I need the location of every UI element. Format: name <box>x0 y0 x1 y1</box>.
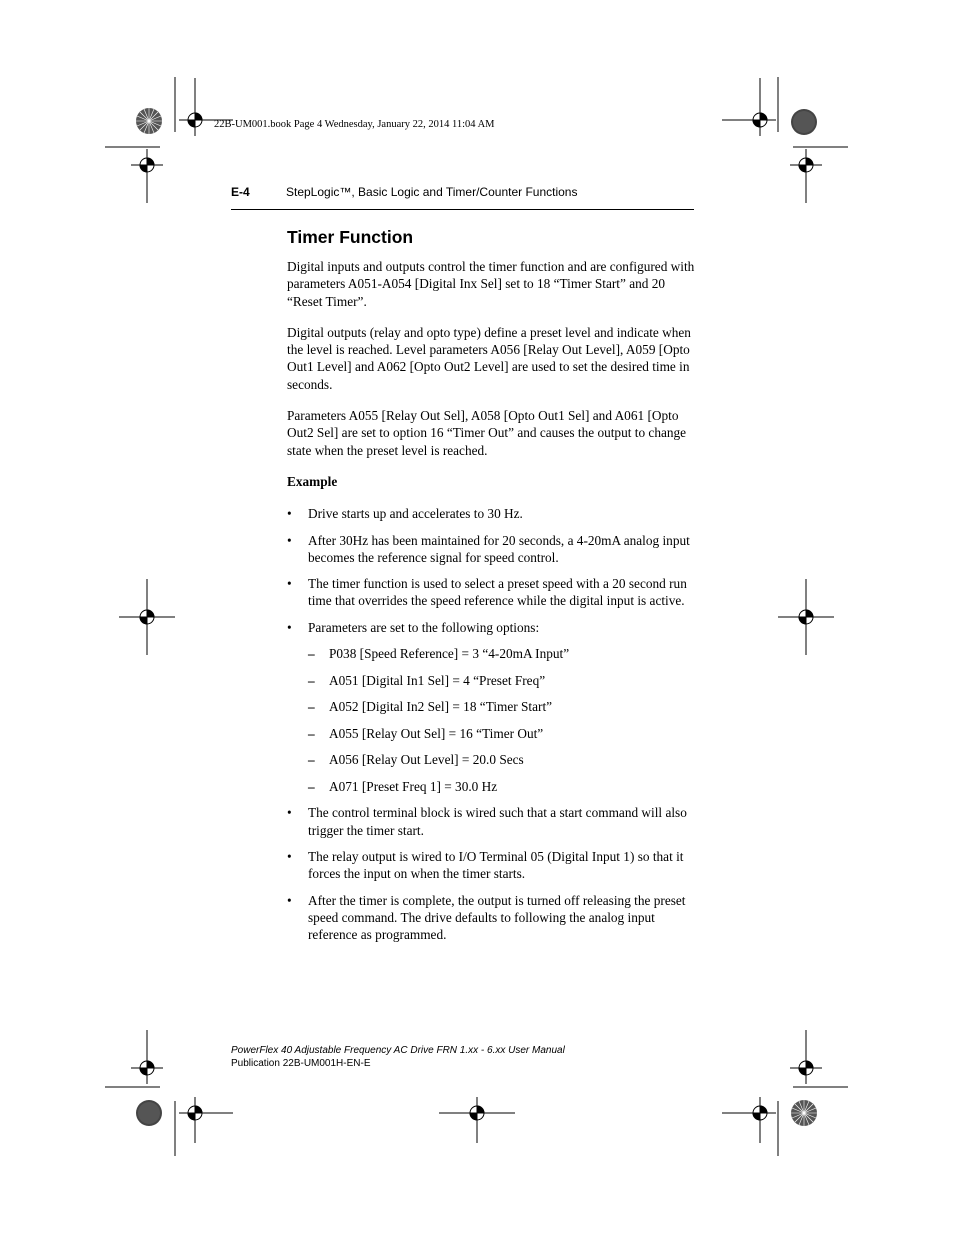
registration-target <box>439 1097 515 1143</box>
paragraph: Digital inputs and outputs control the timer function and are configured with parameters A051-A054 [Digital Inx Sel] set to 18 “Timer Start” and 20 “Reset Timer”. <box>287 259 695 309</box>
grey-target <box>791 109 817 135</box>
bullet-text: Parameters are set to the following options: <box>308 619 540 635</box>
star-target <box>791 1100 817 1126</box>
bullet-text: Drive starts up and accelerates to 30 Hz. <box>308 506 523 522</box>
option-item: – A051 [Digital In1 Sel] = 4 “Preset Freq” <box>308 672 697 689</box>
main-content <box>287 226 697 952</box>
header-title: StepLogic™, Basic Logic and Timer/Counter Functions <box>286 185 578 199</box>
paragraph: Parameters A055 [Relay Out Sel], A058 [Opto Out1 Sel] and A061 [Opto Out2 Sel] are set to option 16 “Timer Out” and causes the output to change state when the preset level is reached. <box>287 408 687 458</box>
bullet-item <box>287 575 697 610</box>
bullet-item <box>287 892 697 944</box>
option-item: – P038 [Speed Reference] = 3 “4-20mA Input” <box>308 645 697 662</box>
registration-target <box>131 1030 163 1084</box>
bullet-item <box>287 619 697 796</box>
registration-target <box>722 78 776 136</box>
bullet-text: The relay output is wired to I/O Terminal 05 (Digital Input 1) so that it forces the input on when the timer starts. <box>308 848 684 882</box>
bullet-text: The timer function is used to select a preset speed with a 20 second run time that overrides the speed reference while the digital input is active. <box>308 576 687 609</box>
example-heading: Example <box>287 473 338 489</box>
bullet-item <box>287 532 697 567</box>
bullet-item <box>287 804 697 839</box>
bullet-list <box>287 505 697 943</box>
bullet-text: After the timer is complete, the output is turned off releasing the preset speed command. The drive defaults to following the analog input reference as programmed. <box>308 892 686 943</box>
registration-target <box>778 579 834 655</box>
page-footer <box>231 1045 565 1070</box>
publication-number: Publication 22B-UM001H-EN-E <box>231 1057 371 1069</box>
registration-target <box>722 1097 776 1143</box>
registration-target <box>790 149 822 203</box>
option-item: – A071 [Preset Freq 1] = 30.0 Hz <box>308 778 697 795</box>
bullet-item <box>287 505 697 522</box>
running-header <box>231 185 694 210</box>
option-item: – A055 [Relay Out Sel] = 16 “Timer Out” <box>308 725 697 742</box>
print-slug: 22B-UM001.book Page 4 Wednesday, January 22, 2014 11:04 AM <box>214 119 495 130</box>
manual-title: PowerFlex 40 Adjustable Frequency AC Drive FRN 1.xx - 6.xx User Manual <box>231 1045 565 1056</box>
option-item: – A052 [Digital In2 Sel] = 18 “Timer Start” <box>308 698 697 715</box>
paragraph: Digital outputs (relay and opto type) define a preset level and indicate when the level is reached. Level parameters A056 [Relay Out Level], A059 [Opto Out1 Level] and A062 [Opto Out2 Level] are used to set the desired time in seconds. <box>287 324 691 392</box>
registration-target <box>131 149 163 203</box>
section-title: Timer Function <box>287 227 414 247</box>
page-number: E-4 <box>231 185 250 199</box>
option-item: – A056 [Relay Out Level] = 20.0 Secs <box>308 751 697 768</box>
options-list <box>308 645 697 795</box>
registration-target <box>790 1030 822 1084</box>
grey-target <box>136 1100 162 1126</box>
registration-target <box>119 579 175 655</box>
bullet-text: The control terminal block is wired such that a start command will also trigger the timer start. <box>308 805 687 838</box>
star-target <box>136 108 162 134</box>
registration-target <box>179 1097 233 1143</box>
bullet-item <box>287 848 697 883</box>
bullet-text: After 30Hz has been maintained for 20 seconds, a 4-20mA analog input becomes the reference signal for speed control. <box>308 532 690 565</box>
